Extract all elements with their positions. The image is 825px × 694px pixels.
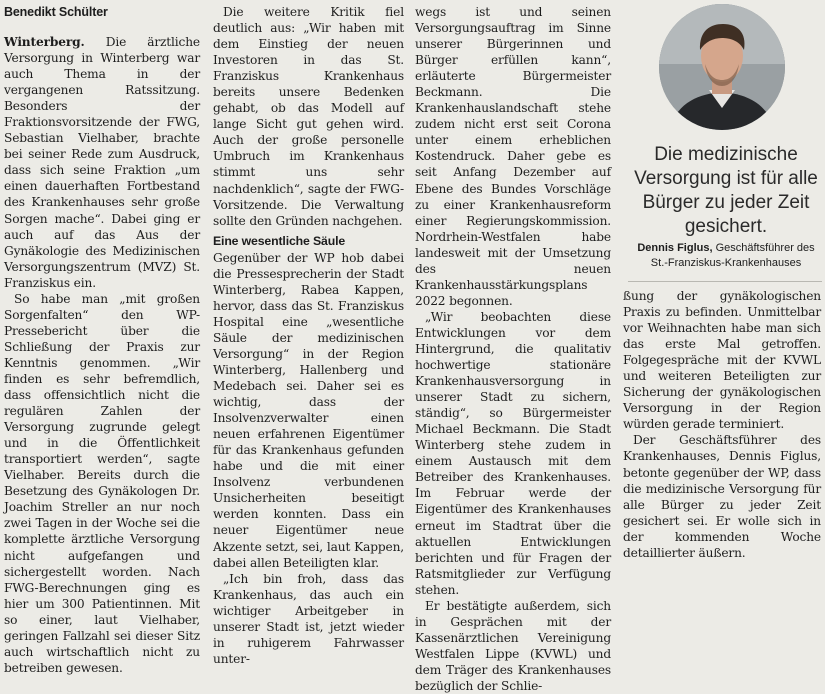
column-3	[415, 4, 611, 694]
paragraph: „Wir beobachten diese Entwicklungen vor dem Hintergrund, die qualitativ hochwertige stationäre Krankenhausversorgung in unserer Stadt zu sichern, ständig“, so Bürgermeister Michael Beckmann. Die Stadt Winterberg stehe zudem in einem Austausch mit dem Betreiber des Krankenhauses. Im Februar werde der Eigentümer des Krankenhauses erneut im Stadtrat über die aktuellen Entwicklungen berichten und für Fragen der Ratsmitglieder zur Verfügung stehen.	[415, 309, 611, 597]
paragraph	[4, 34, 200, 291]
paragraph: wegs ist und seinen Versorgungsauftrag im Sinne unserer Bürgerinnen und Bürger erfüllen kann“, erläuterte Bürgermeister Beckmann. Die Krankenhauslandschaft stehe zudem nicht erst seit Corona unter einem erheblichen Kostendruck. Daher gebe es seit Anfang Dezember auf Ebene des Bundes Vorschläge zu einer Krankenhausreform einer Regierungskommission. Nordrhein-Westfalen habe landesweit mit der Umsetzung des neuen Krankenhausstärkungsplans 2022 begonnen.	[415, 5, 611, 308]
column-1	[4, 4, 200, 676]
dateline: Winterberg.	[4, 35, 85, 49]
pull-quote: Die medizinische Versorgung ist für alle Bürger zu jeder Zeit gesichert.	[634, 144, 818, 237]
portrait-illustration	[659, 4, 785, 130]
portrait-photo	[659, 4, 785, 130]
quote-role: Geschäftsführer des St.-Franziskus-Krankenhauses	[650, 242, 815, 269]
paragraph: So habe man „mit großen Sorgenfalten“ den WP-Pressebericht über die Schließung der Praxis zur Kenntnis genommen. „Wir finden es sehr befremdlich, dass offensichtlich nicht die regulären Zahlen der Versorgung zugrunde gelegt und in die Öffentlichkeit transportiert werden“, sagte Vielhaber. Bereits durch die Besetzung des Gynäkologen Dr. Joachim Streller an nur noch zwei Tagen in der Woche sei die komplette ärztliche Versorgung nicht aufgefangen und sichergestellt worden. Nach FWG-Berechnungen ging es hier um 300 Patientinnen. Mit so einer, laut Vielhaber, geringen Fallzahl sei dieser Sitz auch wirtschaftlich nicht zu betreiben gewesen.	[4, 291, 200, 675]
subheading: Eine wesentliche Säule	[213, 233, 346, 248]
paragraph: Der Geschäftsführer des Krankenhauses, Dennis Figlus, betonte gegenüber der WP, dass die medizinische Versorgung für alle Bürger zu jeder Zeit gesichert sei. Er wolle sich in der kommenden Woche detaillierter äußern.	[623, 433, 821, 560]
paragraph: Gegenüber der WP hob dabei die Pressesprecherin der Stadt Winterberg, Rabea Kappen, hervor, dass das St. Franziskus Hospital eine „wesentliche Säule der medizinischen Versorgung“ in der Region Winterberg, Hallenberg und Medebach sei. Daher sei es wichtig, dass der Insolvenzverwalter einen neuen erfahrenen Eigentümer für das Krankenhaus gefunden habe und die mit einer Insolvenz verbundenen Unsicherheiten beseitigt werden konnten. Dass ein neuer Eigentümer neue Akzente setzt, sei, laut Kappen, dabei allen Beteiligten klar.	[213, 250, 404, 570]
paragraph: Er bestätigte außerdem, sich in Gesprächen mit der Kassenärztlichen Vereinigung Westfalen Lippe (KVWL) und dem Träger des Krankenhauses bezüglich der Schlie-	[415, 598, 611, 693]
column-2	[213, 4, 404, 667]
column-4	[623, 288, 821, 561]
paragraph-text: Die ärztliche Versorgung in Winterberg war auch Thema in der vergangenen Ratssitzung. Besonders der Fraktionsvorsitzende der FWG, Sebastian Vielhaber, brachte bei seiner Rede zum Ausdruck, dass sich seine Fraktion „um einen dauerhaften Fortbestand des Krankenhauses sehr große Sorgen mache“. Dabei ging er auch auf das Aus der Gynäkologie des Medizinischen Versorgungszentrum (MVZ) St. Franziskus ein.	[4, 35, 200, 290]
divider	[628, 281, 822, 282]
author-byline: Benedikt Schülter	[4, 5, 108, 19]
quote-name: Dennis Figlus,	[637, 242, 713, 254]
quote-attribution	[630, 241, 822, 271]
paragraph: „Ich bin froh, dass das Krankenhaus, das auch ein wichtiger Arbeitgeber in unserer Stadt ist, jetzt wieder in ruhigerem Fahrwasser unter-	[213, 571, 404, 666]
paragraph: Die weitere Kritik fiel deutlich aus: „Wir haben mit dem Einstieg der neuen Investoren in das St. Franziskus Krankenhaus bereits unsere Bedenken gehabt, ob das Modell auf lange Sicht gut gehen wird. Auch der große personelle Umbruch im Krankenhaus stimmt uns sehr nachdenklich“, sagte der FWG-Vorsitzende. Die Verwaltung sollte den Gründen nachgehen.	[213, 5, 404, 228]
paragraph: ßung der gynäkologischen Praxis zu befinden. Unmittelbar vor Weihnachten habe man sich das erste Mal getroffen. Folgegespräche mit der KVWL und weiteren Beteiligten zur Sicherung der gynäkologischen Versorgung in der Region würden gerade terminiert.	[623, 289, 821, 432]
